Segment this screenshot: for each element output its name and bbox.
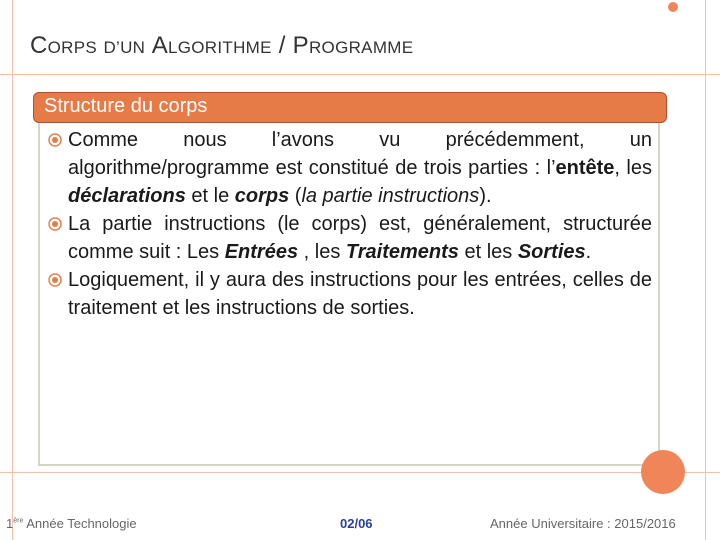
title-initial-c: C xyxy=(30,32,48,59)
bullet-text: . xyxy=(585,241,592,263)
bullet-text: et les xyxy=(458,241,518,263)
bullet-text: et le xyxy=(185,185,235,207)
title-initial-a: A xyxy=(151,32,168,59)
bullet-text: Logiquement, il y aura des instructions pour les entrées, celles de traitement et les instructions de sorties. xyxy=(68,269,652,319)
footer-divider-line xyxy=(0,472,720,473)
bullet-text: ). xyxy=(479,185,492,207)
title-separator: / xyxy=(271,32,293,59)
decorative-circle xyxy=(641,450,685,494)
right-guide-line xyxy=(705,0,706,540)
footer-course-number: 1 xyxy=(6,516,14,531)
sun-bullet-icon xyxy=(48,273,62,287)
footer-academic-year: Année Universitaire : 2015/2016 xyxy=(490,516,676,531)
title-text-lgorithme: LGORITHME xyxy=(168,38,272,57)
bullet-item xyxy=(48,266,652,322)
bullet-text: , les xyxy=(298,241,346,263)
bullet-list xyxy=(48,126,652,322)
bullet-text: ( xyxy=(289,185,302,207)
bullet-text: Traitements xyxy=(345,241,459,263)
bullet-text: déclarations xyxy=(68,185,186,207)
bullet-item xyxy=(48,126,652,210)
slide-title xyxy=(30,32,413,60)
left-guide-line xyxy=(12,0,13,540)
title-text-d: D xyxy=(103,38,117,57)
footer-course xyxy=(6,516,137,531)
decorative-dot-small xyxy=(668,2,678,12)
title-text-rogramme: ROGRAMME xyxy=(308,38,414,57)
bullet-text: la partie instructions xyxy=(301,185,480,207)
bullet-text: corps xyxy=(234,185,290,207)
bullet-text: La partie instructions (le corps) est, généralement, structurée comme suit : Les xyxy=(68,213,652,263)
footer-course-superscript: ère xyxy=(13,517,24,525)
bullet-text: entête xyxy=(555,157,615,179)
section-header: Structure du corps xyxy=(44,95,208,117)
page-number: 02/06 xyxy=(340,516,373,531)
title-divider-line xyxy=(0,74,720,75)
title-initial-p: P xyxy=(292,32,309,59)
title-text-orps: ORPS xyxy=(47,38,98,57)
bullet-text: , les xyxy=(614,157,652,179)
bullet-text: Sorties xyxy=(517,241,586,263)
bullet-text: Entrées xyxy=(224,241,299,263)
title-text-un: ’UN xyxy=(116,38,146,57)
sun-bullet-icon xyxy=(48,133,62,147)
bullet-text: Comme nous l’avons vu précédemment, un algorithme/programme est constitué de trois parties : l’ xyxy=(68,129,652,179)
footer-course-text: Année Technologie xyxy=(23,516,137,531)
sun-bullet-icon xyxy=(48,217,62,231)
bullet-item xyxy=(48,210,652,266)
